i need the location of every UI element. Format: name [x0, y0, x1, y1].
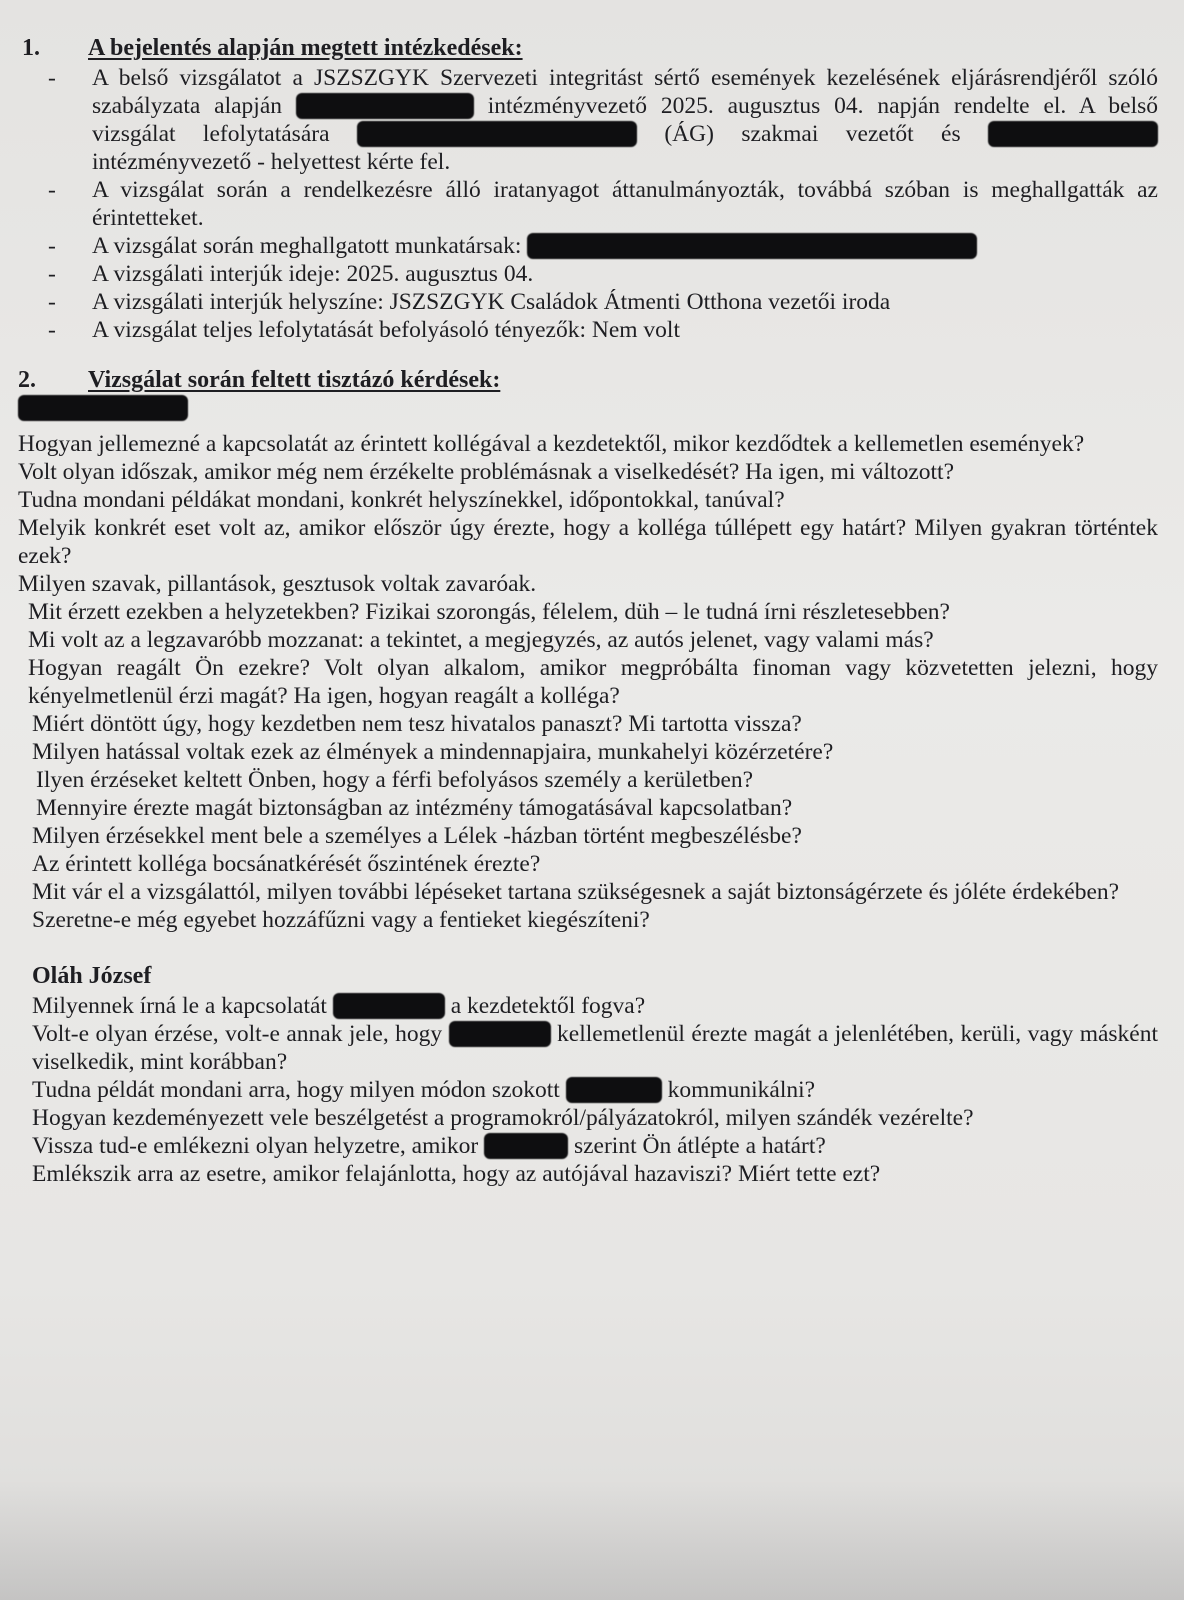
question: Ilyen érzéseket keltett Önben, hogy a férfi befolyásos személy a kerületben? [36, 767, 754, 793]
document-content [18, 34, 1158, 1188]
item-text: A vizsgálati interjúk helyszíne: JSZSZGYK Családok Átmenti Otthona vezetői iroda [92, 289, 891, 315]
question: Milyen érzésekkel ment bele a személyes a Lélek -házban történt megbeszélésbe? [32, 823, 802, 849]
question: Volt-e olyan érzése, volt-e annak jele, hogy kellemetlenül érezte magát a jelenlétében, kerüli, vagy másként viselkedik, mint korábban? [32, 1021, 1159, 1075]
redaction-mark [566, 1077, 662, 1103]
list-item [48, 260, 1158, 288]
question: Hogyan jellemezné a kapcsolatát az érintett kollégával a kezdetektől, mikor kezdődtek a kellemetlen események? [18, 431, 1085, 457]
item-text: A vizsgálati interjúk ideje: 2025. augusztus 04. [92, 261, 534, 287]
list-item [48, 316, 1158, 344]
question: Mit vár el a vizsgálattól, milyen további lépéseket tartana szükségesnek a saját biztonságérzete és jóléte érdekében? [32, 879, 1120, 905]
question: Miért döntött úgy, hogy kezdetben nem tesz hivatalos panaszt? Mi tartotta vissza? [32, 711, 802, 737]
list-item [48, 288, 1158, 316]
question: Milyen szavak, pillantások, gesztusok voltak zavaróak. [18, 571, 537, 597]
question: Tudna mondani példákat mondani, konkrét helyszínekkel, időpontokkal, tanúval? [18, 487, 785, 513]
list-item [48, 176, 1158, 232]
section-2-heading [18, 366, 1158, 394]
list-item [48, 64, 1158, 176]
redaction-mark [18, 395, 188, 421]
item-text: intézményvezető 2025. augusztus 04. napján rendelte el. A belső vizsgálat lefolytatására [92, 93, 1159, 147]
section-1-heading [22, 34, 1158, 62]
question: Melyik konkrét eset volt az, amikor először úgy érezte, hogy a kolléga túllépett egy határt? Milyen gyakran történtek ezek? [18, 515, 1158, 569]
questions-person-a [18, 430, 1158, 934]
question: Hogyan kezdeményezett vele beszélgetést a programokról/pályázatokról, milyen szándék vezérelte? [32, 1105, 974, 1131]
item-text: (ÁG) szakmai vezetőt és [664, 121, 961, 147]
redaction-mark [333, 993, 445, 1019]
question: Mit érzett ezekben a helyzetekben? Fizikai szorongás, félelem, düh – le tudná írni részletesebben? [28, 599, 950, 625]
redaction-mark [484, 1133, 568, 1159]
item-text: A vizsgálat teljes lefolytatását befolyásoló tényezők: Nem volt [92, 317, 680, 343]
section-2-number: 2. [18, 367, 36, 393]
person-a-name [18, 394, 1158, 422]
question: Emlékszik arra az esetre, amikor felajánlotta, hogy az autójával hazaviszi? Miért tette ezt? [32, 1161, 881, 1187]
item-text: A belső vizsgálatot a JSZSZGYK Szervezeti integritást sértő események kezelésének eljárásrendjéről szóló szabályzata alapján [92, 65, 1158, 119]
questions-person-b [18, 992, 1158, 1188]
redaction-mark [449, 1021, 551, 1047]
item-text: A vizsgálat során a rendelkezésre álló iratanyagot áttanulmányozták, továbbá szóban is meghallgatták az érintetteket. [92, 177, 1158, 231]
item-text: intézményvezető - helyettest kérte fel. [92, 149, 451, 175]
question: Szeretne-e még egyebet hozzáfűzni vagy a fentieket kiegészíteni? [32, 907, 650, 933]
question: Mi volt az a legzavaróbb mozzanat: a tekintet, a megjegyzés, az autós jelenet, vagy valami más? [28, 627, 934, 653]
question: Milyennek írná le a kapcsolatát a kezdetektől fogva? [32, 993, 646, 1019]
section-1-number: 1. [22, 35, 40, 61]
section-2-title: Vizsgálat során feltett tisztázó kérdések: [88, 367, 501, 393]
item-text: A vizsgálat során meghallgatott munkatársak: [92, 233, 522, 259]
section-1-title: A bejelentés alapján megtett intézkedések: [88, 35, 523, 61]
question: Tudna példát mondani arra, hogy milyen módon szokott kommunikálni? [32, 1077, 816, 1103]
person-b-name: Oláh József [32, 963, 152, 989]
question: Hogyan reagált Ön ezekre? Volt olyan alkalom, amikor megpróbálta finoman vagy közvetetten jelezni, hogy kényelmetlenül érzi magát? Ha igen, hogyan reagált a kolléga? [28, 655, 1158, 709]
question: Mennyire érezte magát biztonságban az intézmény támogatásával kapcsolatban? [36, 795, 793, 821]
question: Milyen hatással voltak ezek az élmények a mindennapjaira, munkahelyi közérzetére? [32, 739, 834, 765]
question: Volt olyan időszak, amikor még nem érzékelte problémásnak a viselkedését? Ha igen, mi változott? [18, 459, 954, 485]
list-item [48, 232, 1158, 260]
section-1-list [18, 64, 1158, 344]
redaction-mark [357, 121, 637, 147]
redaction-mark [988, 121, 1158, 147]
question: Vissza tud-e emlékezni olyan helyzetre, amikor szerint Ön átlépte a határt? [32, 1133, 826, 1159]
redaction-mark [296, 93, 474, 119]
redaction-mark [527, 233, 977, 259]
question: Az érintett kolléga bocsánatkérését őszintének érezte? [32, 851, 541, 877]
